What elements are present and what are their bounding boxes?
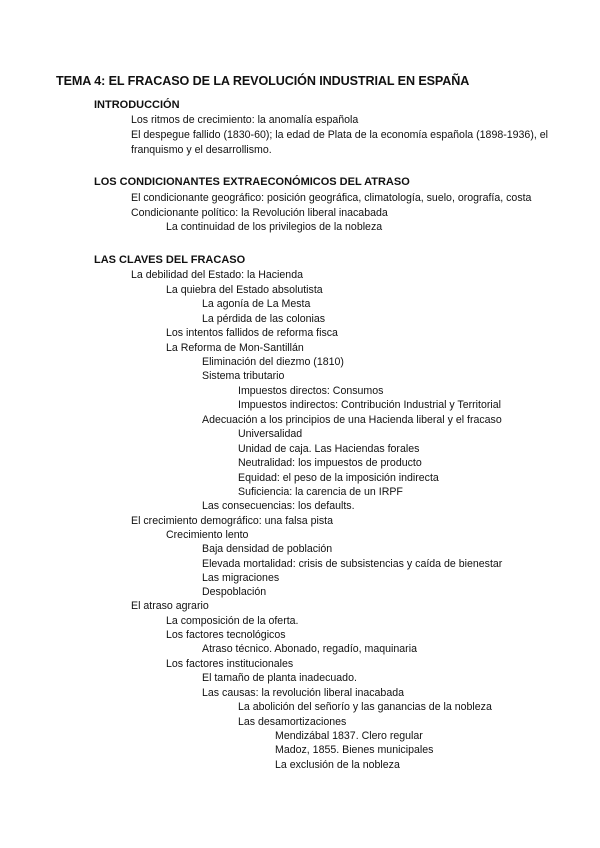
list-item-text: Madoz, 1855. Bienes municipales <box>275 744 434 756</box>
list-item-text: La continuidad de los privilegios de la nobleza <box>166 221 383 233</box>
list-item-text: La abolición del señorío y las ganancias de la nobleza <box>238 701 492 713</box>
list-item-text: Condicionante político: la Revolución liberal inacabada <box>131 207 388 219</box>
list-item-text: franquismo y el desarrollismo. <box>131 144 272 156</box>
list-item-text: El despegue fallido (1830-60); la edad de Plata de la economía española (1898-1936), el <box>131 129 548 141</box>
list-item-text: Sistema tributario <box>202 370 285 382</box>
list-item-text: Neutralidad: los impuestos de producto <box>238 457 422 469</box>
list-item-text: Atraso técnico. Abonado, regadío, maquinaria <box>202 643 417 655</box>
list-item-text: La quiebra del Estado absolutista <box>166 284 323 296</box>
list-item-text: Las causas: la revolución liberal inacabada <box>202 687 404 699</box>
list-item-text: Universalidad <box>238 428 303 440</box>
list-item-text: La Reforma de Mon-Santillán <box>166 342 304 354</box>
list-item-text: Eliminación del diezmo (1810) <box>202 356 344 368</box>
list-item-text: La agonía de La Mesta <box>202 298 311 310</box>
section-heading: INTRODUCCIÓN <box>94 99 180 111</box>
list-item-text: Crecimiento lento <box>166 529 249 541</box>
list-item-text: El crecimiento demográfico: una falsa pista <box>131 515 333 527</box>
list-item-text: El condicionante geográfico: posición geográfica, climatología, suelo, orografía, costa <box>131 192 532 204</box>
list-item-text: La exclusión de la nobleza <box>275 759 400 771</box>
list-item-text: Los factores institucionales <box>166 658 294 670</box>
list-item-text: Las migraciones <box>202 572 280 584</box>
list-item-text: El atraso agrario <box>131 600 209 612</box>
list-item-text: Las consecuencias: los defaults. <box>202 500 355 512</box>
list-item-text: Equidad: el peso de la imposición indirecta <box>238 472 439 484</box>
list-item-text: Impuestos directos: Consumos <box>238 385 384 397</box>
list-item-text: Baja densidad de población <box>202 543 333 555</box>
list-item-text: Las desamortizaciones <box>238 716 347 728</box>
document-title: TEMA 4: EL FRACASO DE LA REVOLUCIÓN INDUSTRIAL EN ESPAÑA <box>56 74 470 88</box>
list-item-text: Despoblación <box>202 586 267 598</box>
section-heading: LAS CLAVES DEL FRACASO <box>94 254 246 266</box>
list-item-text: Los ritmos de crecimiento: la anomalía española <box>131 114 359 126</box>
list-item-text: La composición de la oferta. <box>166 615 299 627</box>
list-item-text: El tamaño de planta inadecuado. <box>202 672 357 684</box>
list-item-text: Elevada mortalidad: crisis de subsistencias y caída de bienestar <box>202 558 503 570</box>
list-item-text: Unidad de caja. Las Haciendas forales <box>238 443 420 455</box>
list-item-text: La pérdida de las colonias <box>202 313 326 325</box>
list-item-text: Los factores tecnológicos <box>166 629 286 641</box>
list-item-text: Mendizábal 1837. Clero regular <box>275 730 423 742</box>
section-heading: LOS CONDICIONANTES EXTRAECONÓMICOS DEL ATRASO <box>94 176 410 188</box>
list-item-text: Suficiencia: la carencia de un IRPF <box>238 486 403 498</box>
list-item-text: Impuestos indirectos: Contribución Industrial y Territorial <box>238 399 501 411</box>
list-item-text: La debilidad del Estado: la Hacienda <box>131 269 303 281</box>
list-item-text: Adecuación a los principios de una Hacienda liberal y el fracaso <box>202 414 502 426</box>
list-item-text: Los intentos fallidos de reforma fisca <box>166 327 338 339</box>
